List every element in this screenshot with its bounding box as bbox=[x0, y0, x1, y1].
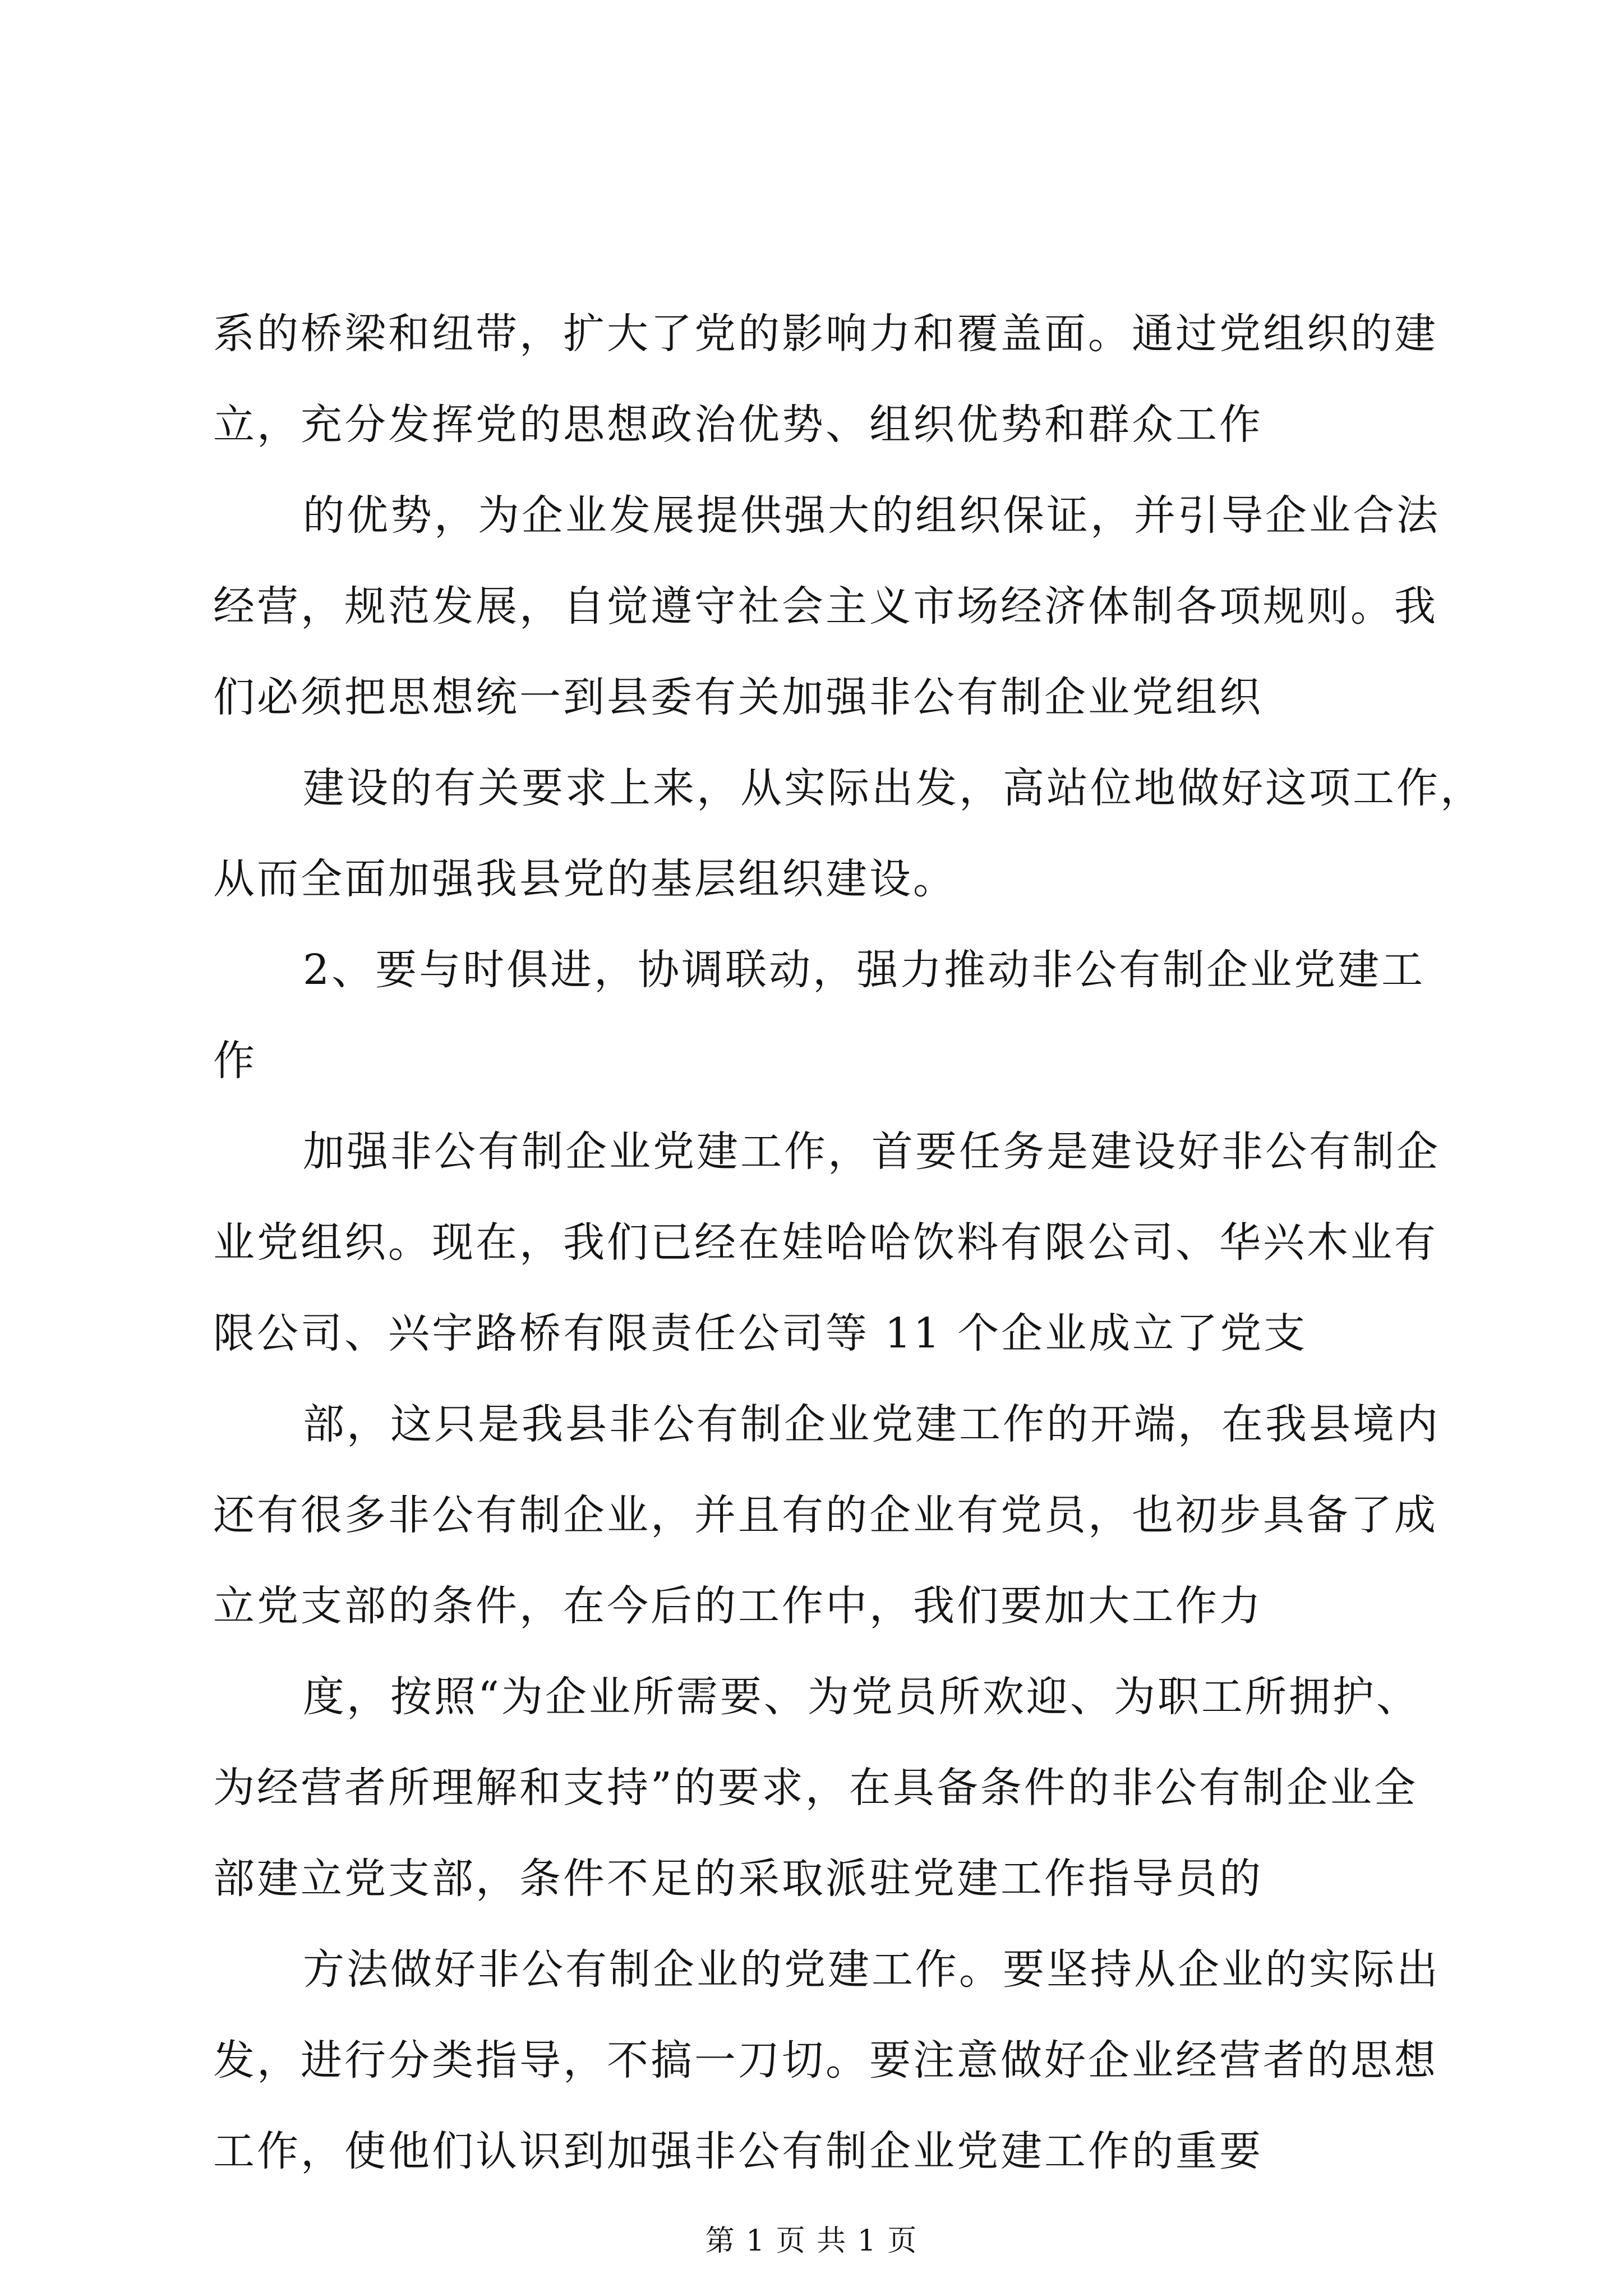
body-line: 度，按照“为企业所需要、为党员所欢迎、为职工所拥护、 bbox=[303, 1673, 1420, 1721]
body-line: 还有很多非公有制企业，并且有的企业有党员，也初步具备了成 bbox=[213, 1491, 1438, 1539]
body-line: 限公司、兴宇路桥有限责任公司等 11 个企业成立了党支 bbox=[213, 1309, 1308, 1358]
body-line: 立，充分发挥党的思想政治优势、组织优势和群众工作 bbox=[213, 401, 1263, 449]
body-line: 加强非公有制企业党建工作，首要任务是建设好非公有制企 bbox=[303, 1128, 1440, 1176]
body-line: 们必须把思想统一到县委有关加强非公有制企业党组织 bbox=[213, 673, 1263, 721]
body-line: 方法做好非公有制企业的党建工作。要坚持从企业的实际出 bbox=[303, 1945, 1440, 1994]
body-line: 经营，规范发展，自觉遵守社会主义市场经济体制各项规则。我 bbox=[213, 582, 1438, 631]
body-line: 从而全面加强我县党的基层组织建设。 bbox=[213, 855, 957, 903]
body-line: 工作，使他们认识到加强非公有制企业党建工作的重要 bbox=[213, 2127, 1263, 2175]
body-line: 发，进行分类指导，不搞一刀切。要注意做好企业经营者的思想 bbox=[213, 2036, 1438, 2085]
page-number-footer: 第 1 页 共 1 页 bbox=[705, 2224, 918, 2258]
body-line: 业党组织。现在，我们已经在娃哈哈饮料有限公司、华兴木业有 bbox=[213, 1218, 1438, 1267]
section-heading-line: 作 bbox=[213, 1037, 257, 1085]
body-line: 建设的有关要求上来，从实际出发，高站位地做好这项工作， bbox=[303, 764, 1484, 812]
body-line: 为经营者所理解和支持”的要求，在具备条件的非公有制企业全 bbox=[213, 1764, 1418, 1812]
section-heading-line: 2、要与时俱进，协调联动，强力推动非公有制企业党建工 bbox=[303, 946, 1426, 994]
body-line: 系的桥梁和纽带，扩大了党的影响力和覆盖面。通过党组织的建 bbox=[213, 310, 1438, 358]
body-line: 立党支部的条件，在今后的工作中，我们要加大工作力 bbox=[213, 1582, 1263, 1630]
body-line: 部，这只是我县非公有制企业党建工作的开端，在我县境内 bbox=[303, 1400, 1440, 1448]
body-line: 的优势，为企业发展提供强大的组织保证，并引导企业合法 bbox=[303, 491, 1440, 540]
body-line: 部建立党支部，条件不足的采取派驻党建工作指导员的 bbox=[213, 1855, 1263, 1903]
